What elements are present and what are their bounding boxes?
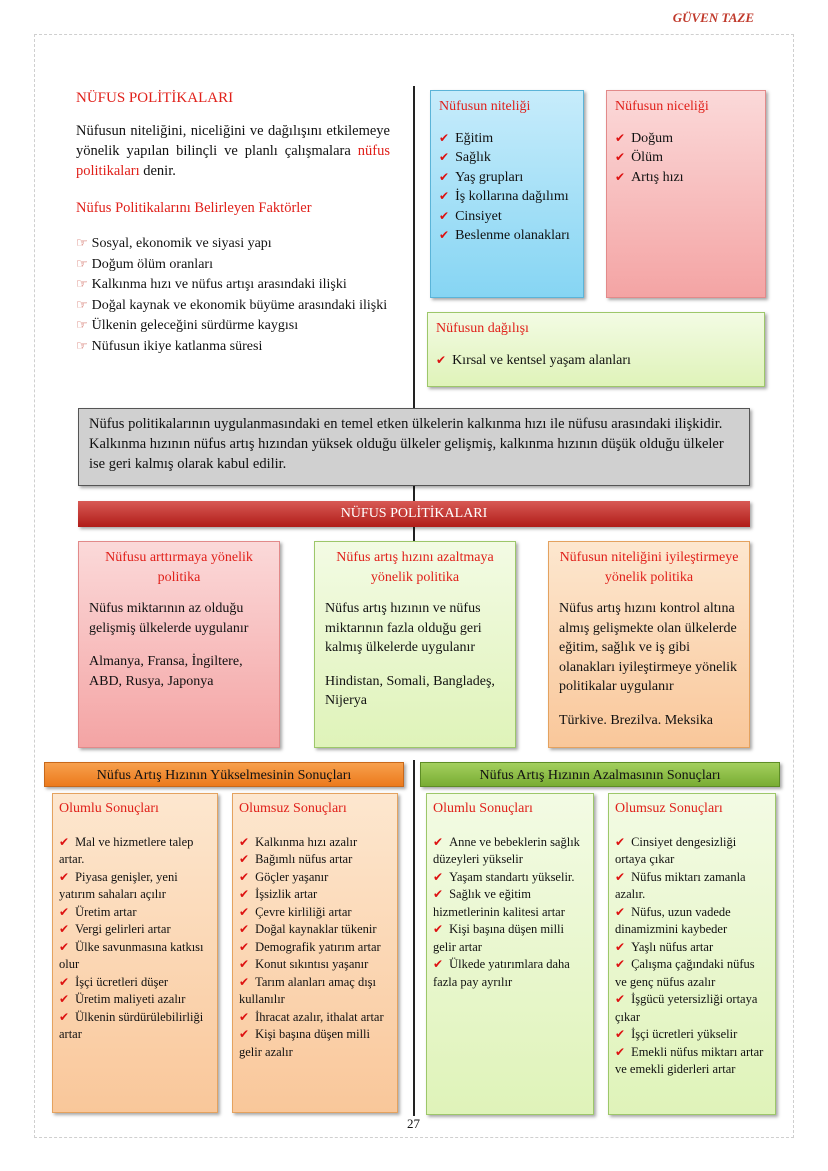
list-item-text: İş kollarına dağılımı — [455, 189, 569, 204]
check-icon: ✔ — [615, 957, 626, 971]
check-icon: ✔ — [615, 992, 626, 1006]
list-item — [439, 187, 575, 207]
list-item — [239, 956, 391, 974]
check-icon: ✔ — [239, 887, 250, 901]
quality-list — [439, 129, 575, 246]
list-item-text: Nüfus miktarı zamanla azalır. — [615, 869, 746, 901]
decrease-negative-box — [608, 793, 776, 1115]
check-icon: ✔ — [59, 974, 70, 989]
list-item-text: Kişi başına düşen milli gelir artar — [433, 922, 564, 954]
check-icon: ✔ — [439, 130, 450, 145]
list-item-text: Ülkenin geleceğini sürdürme kaygısı — [91, 318, 299, 333]
list-item — [239, 904, 391, 922]
list-item — [615, 834, 769, 869]
increase-negative-title: Olumsuz Sonuçları — [239, 801, 347, 816]
increase-positive-list — [59, 834, 211, 1044]
list-item — [239, 1009, 391, 1027]
page-number: 27 — [407, 1116, 420, 1131]
list-item-text: Yaşlı nüfus artar — [631, 939, 714, 954]
summary-box: Nüfus politikalarının uygulanmasındaki en temel etken ülkelerin kalkınma hızı ile nüfusu arasındaki ilişkidir. Kalkınma hızının nüfus artış hızından yüksek olduğu ülkeler gelişmiş, kalkınma hızının düşük olduğu ülkeler ise geri kalmış olarak kabul edilir. — [78, 408, 750, 486]
list-item — [59, 939, 211, 974]
definition-text-end: denir. — [139, 163, 176, 179]
list-item — [439, 207, 575, 227]
list-item — [239, 1026, 391, 1061]
check-icon: ✔ — [433, 869, 444, 884]
policy-box-quality — [548, 541, 750, 748]
pointing-hand-icon: ☞ — [76, 276, 88, 291]
factors-title: Nüfus Politikalarını Belirleyen Faktörler — [76, 200, 312, 216]
distribution-box — [427, 312, 765, 387]
list-item — [76, 274, 394, 295]
check-icon: ✔ — [239, 1027, 250, 1041]
policy-description: Nüfus miktarının az olduğu gelişmiş ülkelerde uygulanır — [89, 601, 249, 636]
list-item-text: Sosyal, ekonomik ve siyasi yapı — [91, 236, 272, 251]
list-item-text: Nüfus, uzun vadede dinamizmini kaybeder — [615, 904, 731, 936]
list-item-text: Vergi gelirleri artar — [75, 922, 171, 936]
list-item — [433, 921, 587, 956]
list-item — [239, 834, 391, 852]
list-item — [615, 904, 769, 939]
list-item — [76, 315, 394, 336]
list-item-text: Tarım alanları amaç dışı kullanılır — [239, 974, 377, 1006]
list-item-text: Üretim maliyeti azalır — [75, 992, 186, 1006]
intro-title: NÜFUS POLİTİKALARI — [76, 90, 234, 106]
quantity-box — [606, 90, 766, 298]
decrease-positive-title: Olumlu Sonuçları — [433, 801, 533, 816]
list-item — [59, 904, 211, 922]
check-icon: ✔ — [59, 922, 70, 936]
check-icon: ✔ — [615, 834, 626, 849]
list-item-text: İhracat azalır, ithalat artar — [255, 1009, 384, 1024]
increase-negative-list — [239, 834, 391, 1062]
list-item-text: Kalkınma hızı ve nüfus artışı arasındaki ilişki — [91, 277, 347, 292]
check-icon: ✔ — [239, 957, 250, 971]
list-item — [76, 233, 394, 254]
intro-definition — [76, 121, 390, 181]
policy-box-reduce — [314, 541, 516, 748]
check-icon: ✔ — [439, 150, 450, 164]
check-icon: ✔ — [59, 1009, 70, 1024]
vertical-divider-bottom — [413, 760, 415, 1116]
list-item — [76, 295, 394, 316]
list-item-text: Sağlık — [455, 150, 491, 165]
list-item-text: İşgücü yetersizliği ortaya çıkar — [615, 992, 758, 1024]
policy-countries: Almanya, Fransa, İngiltere, ABD, Rusya, Japonya — [89, 654, 243, 689]
list-item — [615, 869, 769, 904]
check-icon: ✔ — [59, 869, 70, 884]
policy-description: Nüfus artış hızını kontrol altına almış gelişmekte olan ülkelerde eğitim, sağlık ve iş gibi olanakları iyileştirmeye yönelik politikalar uygulanır — [559, 601, 738, 694]
list-item-text: Kişi başına düşen milli gelir azalır — [239, 1027, 370, 1059]
increase-negative-box — [232, 793, 398, 1113]
list-item-text: Göçler yaşanır — [255, 869, 329, 884]
definition-text-start: Nüfusun niteliğini, niceliğini ve dağılışını etkilemeye yönelik yapılan bilinçli ve planlı çalışmalara — [76, 123, 390, 159]
list-item-text: Ülke savunmasına katkısı olur — [59, 939, 204, 971]
author-brand: GÜVEN TAZE — [672, 10, 754, 25]
policy-title: Nüfusun niteliğini iyileştirmeye yönelik politika — [559, 550, 739, 585]
check-icon: ✔ — [615, 1044, 626, 1059]
list-item — [433, 956, 587, 991]
check-icon: ✔ — [615, 939, 626, 954]
distribution-box-title: Nüfusun dağılışı — [436, 321, 529, 336]
list-item-text: Kalkınma hızı azalır — [255, 834, 358, 849]
list-item — [59, 974, 211, 992]
check-icon: ✔ — [615, 130, 626, 145]
list-item-text: Doğum — [631, 130, 674, 146]
check-icon: ✔ — [433, 922, 444, 936]
check-icon: ✔ — [615, 169, 626, 184]
check-icon: ✔ — [439, 189, 450, 203]
list-item — [615, 1044, 769, 1079]
check-icon: ✔ — [239, 869, 250, 884]
list-item-text: Sağlık ve eğitim hizmetlerinin kalitesi artar — [433, 887, 565, 919]
list-item — [433, 869, 587, 887]
list-item — [439, 129, 575, 149]
decrease-negative-list — [615, 834, 769, 1079]
decrease-positive-list — [433, 834, 587, 992]
policy-description: Nüfus artış hızının ve nüfus miktarının fazla olduğu geri kalmış ülkelerde uygulanır — [325, 601, 482, 655]
list-item — [59, 1009, 211, 1044]
check-icon: ✔ — [239, 904, 250, 919]
policy-title: Nüfusu arttırmaya yönelik politika — [105, 550, 253, 585]
policy-box-increase — [78, 541, 280, 748]
policies-banner: NÜFUS POLİTİKALARI — [78, 501, 750, 527]
list-item — [59, 991, 211, 1009]
check-icon: ✔ — [239, 1009, 250, 1024]
list-item — [433, 834, 587, 869]
list-item-text: Çalışma çağındaki nüfus ve genç nüfus azalır — [615, 957, 755, 989]
list-item-text: Üretim artar — [75, 904, 137, 919]
distribution-list — [436, 351, 756, 371]
list-item-text: Doğal kaynaklar tükenir — [255, 922, 377, 936]
check-icon: ✔ — [615, 150, 626, 164]
check-icon: ✔ — [433, 887, 444, 901]
list-item — [76, 254, 394, 275]
list-item — [615, 168, 757, 188]
list-item-text: Bağımlı nüfus artar — [255, 852, 353, 866]
list-item-text: Yaşam standartı yükselir. — [449, 869, 575, 884]
list-item-text: Beslenme olanakları — [455, 228, 570, 243]
list-item — [439, 148, 575, 168]
check-icon: ✔ — [59, 992, 70, 1006]
pointing-hand-icon: ☞ — [76, 317, 88, 332]
list-item-text: İşsizlik artar — [255, 887, 318, 901]
list-item — [239, 939, 391, 957]
list-item — [59, 921, 211, 939]
list-item-text: Ülkenin sürdürülebilirliği artar — [59, 1009, 204, 1041]
list-item-text: Çevre kirliliği artar — [255, 904, 352, 919]
pointing-hand-icon: ☞ — [76, 337, 88, 353]
list-item-text: Demografik yatırım artar — [255, 939, 381, 954]
list-item — [615, 956, 769, 991]
list-item-text: Doğum ölüm oranları — [91, 256, 213, 272]
list-item-text: Artış hızı — [631, 169, 684, 185]
pointing-hand-icon: ☞ — [76, 296, 88, 312]
pointing-hand-icon: ☞ — [76, 255, 88, 271]
vertical-connector — [413, 484, 415, 502]
decrease-positive-box — [426, 793, 594, 1115]
list-item-text: Nüfusun ikiye katlanma süresi — [91, 338, 263, 354]
list-item — [239, 886, 391, 904]
list-item — [239, 921, 391, 939]
list-item-text: Doğal kaynak ve ekonomik büyüme arasındaki ilişki — [91, 297, 388, 313]
list-item-text: Piyasa genişler, yeni yatırım sahaları açılır — [59, 869, 178, 901]
check-icon: ✔ — [239, 939, 250, 954]
list-item-text: İşçi ücretleri yükselir — [631, 1027, 738, 1041]
list-item — [615, 939, 769, 957]
check-icon: ✔ — [239, 834, 250, 849]
list-item — [615, 991, 769, 1026]
check-icon: ✔ — [439, 228, 450, 242]
list-item — [59, 834, 211, 869]
check-icon: ✔ — [439, 169, 450, 184]
list-item-text: Cinsiyet — [455, 208, 502, 224]
increase-positive-box — [52, 793, 218, 1113]
policy-countries: Türkive. Brezilva. Meksika — [559, 712, 713, 728]
pointing-hand-icon: ☞ — [76, 235, 88, 250]
list-item-text: Anne ve bebeklerin sağlık düzeyleri yükselir — [433, 834, 580, 866]
list-item-text: İşçi ücretleri düşer — [75, 974, 169, 989]
list-item-text: Ölüm — [631, 150, 663, 165]
check-icon: ✔ — [239, 852, 250, 866]
list-item-text: Emekli nüfus miktarı artar ve emekli giderleri artar — [615, 1044, 764, 1076]
definition-highlight: nüfus politikaları — [76, 143, 390, 179]
policy-title: Nüfus artış hızını azaltmaya yönelik politika — [336, 550, 494, 585]
list-item — [615, 129, 757, 149]
list-item — [439, 226, 575, 246]
factors-list — [76, 233, 394, 356]
check-icon: ✔ — [436, 352, 447, 367]
increase-results-header: Nüfus Artış Hızının Yükselmesinin Sonuçları — [44, 762, 404, 787]
list-item-text: Cinsiyet dengesizliği ortaya çıkar — [615, 834, 737, 866]
quantity-list — [615, 129, 757, 188]
list-item — [436, 351, 756, 371]
list-item — [239, 851, 391, 869]
list-item — [76, 336, 394, 357]
check-icon: ✔ — [439, 208, 450, 223]
check-icon: ✔ — [59, 939, 70, 954]
quality-box-title: Nüfusun niteliği — [439, 99, 531, 114]
check-icon: ✔ — [59, 904, 70, 919]
list-item-text: Kırsal ve kentsel yaşam alanları — [452, 352, 631, 368]
check-icon: ✔ — [433, 957, 444, 971]
policy-countries: Hindistan, Somali, Bangladeş, Nijerya — [325, 673, 495, 708]
list-item-text: Ülkede yatırımlara daha fazla pay ayrılır — [433, 957, 570, 989]
check-icon: ✔ — [239, 922, 250, 936]
check-icon: ✔ — [615, 1027, 626, 1041]
list-item — [59, 869, 211, 904]
quality-box — [430, 90, 584, 298]
decrease-negative-title: Olumsuz Sonuçları — [615, 801, 723, 816]
increase-positive-title: Olumlu Sonuçları — [59, 801, 159, 816]
decrease-results-header: Nüfus Artış Hızının Azalmasının Sonuçları — [420, 762, 780, 787]
check-icon: ✔ — [433, 834, 444, 849]
list-item-text: Eğitim — [455, 130, 494, 146]
check-icon: ✔ — [59, 834, 70, 849]
list-item — [615, 1026, 769, 1044]
vertical-divider-top — [413, 86, 415, 408]
list-item — [239, 869, 391, 887]
list-item — [433, 886, 587, 921]
list-item-text: Yaş grupları — [455, 169, 524, 185]
check-icon: ✔ — [239, 974, 250, 989]
list-item-text: Konut sıkıntısı yaşanır — [255, 957, 369, 971]
list-item — [239, 974, 391, 1009]
check-icon: ✔ — [615, 869, 626, 884]
list-item — [615, 148, 757, 168]
list-item-text: Mal ve hizmetlere talep artar. — [59, 834, 194, 866]
quantity-box-title: Nüfusun niceliği — [615, 99, 709, 114]
check-icon: ✔ — [615, 904, 626, 919]
list-item — [439, 168, 575, 188]
